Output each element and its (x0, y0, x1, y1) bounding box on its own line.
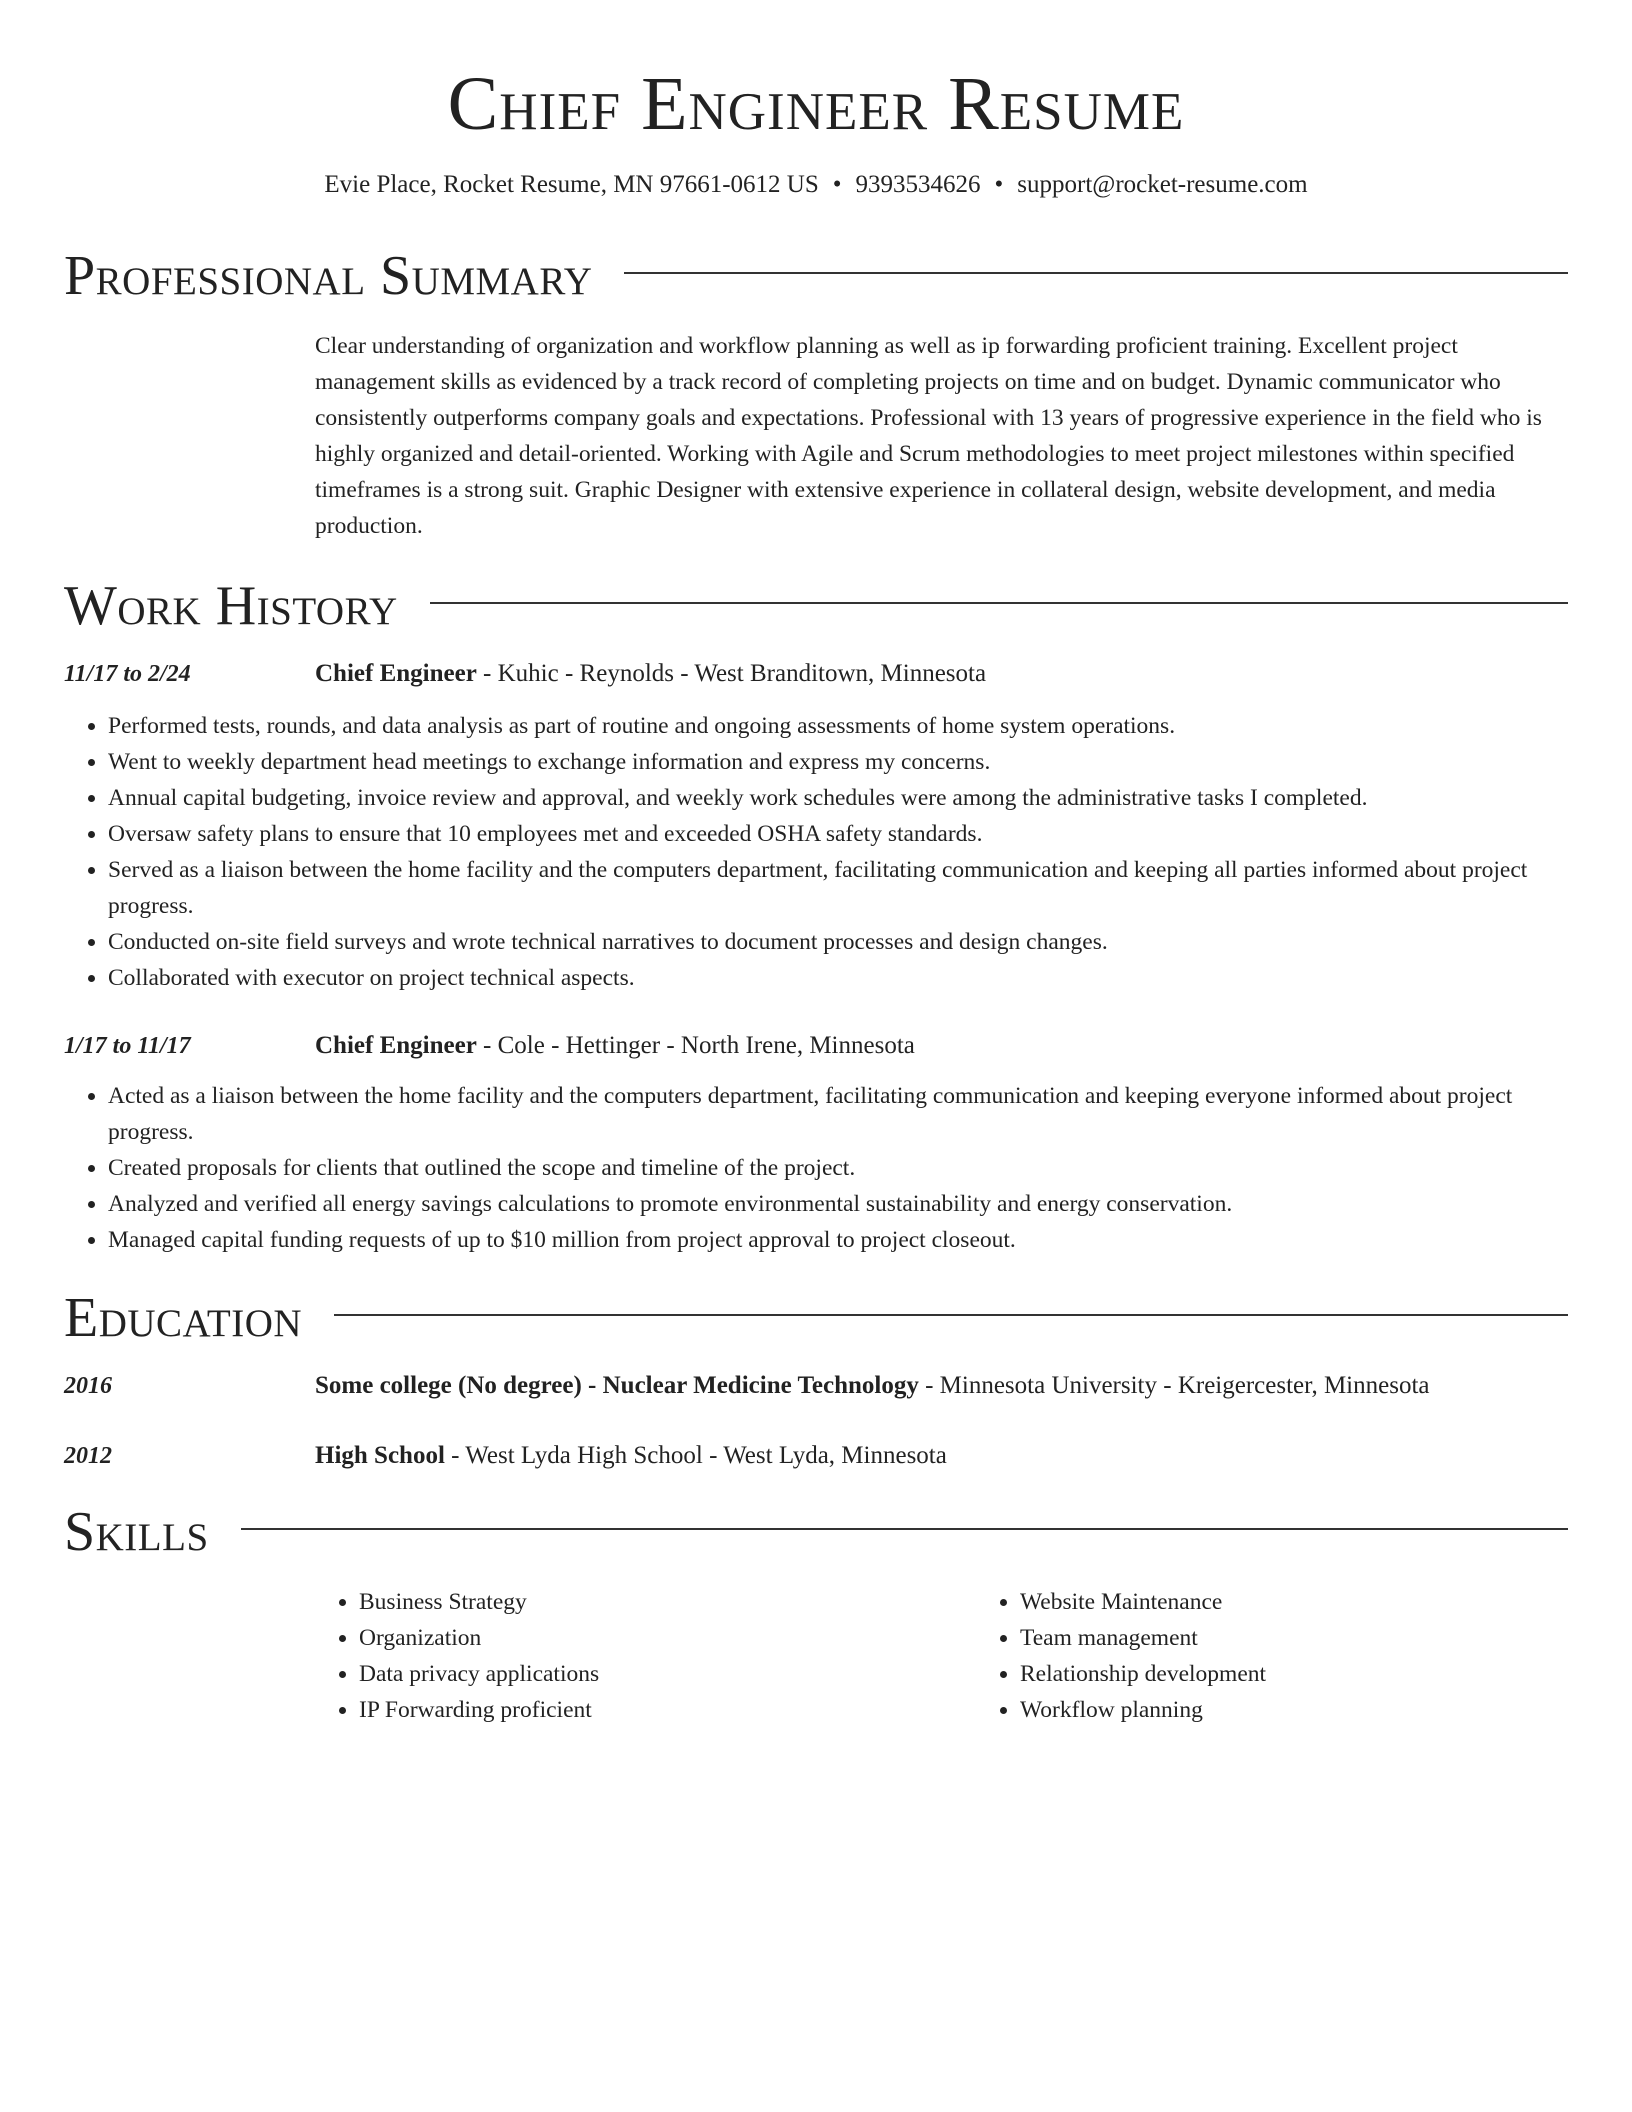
job-title-line (315, 656, 986, 692)
section-rule (430, 602, 1568, 604)
section-header-summary (64, 244, 1568, 308)
list-item: • Collaborated with executor on project technical aspects. (108, 960, 1568, 996)
list-item: • Went to weekly department head meetings to exchange information and express my concerns. (108, 744, 1568, 780)
section-title: Education (64, 1287, 303, 1349)
skills-column-left (315, 1584, 976, 1728)
education-details: - Minnesota University - Kreigercester, Minnesota (918, 1372, 1430, 1399)
list-item: • Business Strategy (359, 1584, 976, 1620)
education-details: - West Lyda High School - West Lyda, Minnesota (444, 1442, 947, 1469)
education-entry (64, 1368, 1568, 1404)
education-degree: Some college (No degree) - Nuclear Medicine Technology (315, 1372, 919, 1399)
summary-text: Clear understanding of organization and workflow planning as well as ip forwarding proficient training. Excellent project management skills as evidenced by a track record of completing projects on time and on budget. Dynamic communicator who consistently outperforms company goals and expectations. Professional with 13 years of progressive experience in the field who is highly organized and detail-oriented. Working with Agile and Scrum methodologies to meet project milestones within specified timeframes is a strong suit. Graphic Designer with extensive experience in collateral design, website development, and media production. (315, 333, 1542, 539)
contact-separator: • (994, 171, 1004, 198)
section-header-education (64, 1286, 1568, 1350)
job-entry (64, 1028, 1568, 1258)
job-dates: 11/17 to 2/24 (64, 661, 191, 687)
skills-list (315, 1584, 1568, 1728)
list-item: • Served as a liaison between the home facility and the computers department, facilitating communication and keeping all parties informed about project progress. (108, 852, 1568, 924)
job-entry (64, 656, 1568, 996)
resume-title: Chief Engineer Resume (447, 62, 1185, 146)
list-item: • Workflow planning (1020, 1692, 1632, 1728)
list-item: • Performed tests, rounds, and data analysis as part of routine and ongoing assessments of home system operations. (108, 708, 1568, 744)
job-header (64, 1028, 1568, 1064)
education-entry (64, 1438, 1568, 1474)
list-item: • Annual capital budgeting, invoice review and approval, and weekly work schedules were among the administrative tasks I completed. (108, 780, 1568, 816)
section-rule (624, 272, 1568, 274)
list-item: • Team management (1020, 1620, 1632, 1656)
job-bullets (64, 1078, 1568, 1258)
section-header-work (64, 574, 1568, 638)
list-item: • Website Maintenance (1020, 1584, 1632, 1620)
job-bullets (64, 708, 1568, 996)
list-item: • Conducted on-site field surveys and wrote technical narratives to document processes and design changes. (108, 924, 1568, 960)
education-year: 2016 (64, 1373, 112, 1399)
list-item: • Managed capital funding requests of up to $10 million from project approval to project closeout. (108, 1222, 1568, 1258)
contact-email: support@rocket-resume.com (1017, 171, 1308, 198)
list-item: • Created proposals for clients that outlined the scope and timeline of the project. (108, 1150, 1568, 1186)
section-rule (334, 1314, 1568, 1316)
section-rule (241, 1528, 1568, 1530)
job-dates: 1/17 to 11/17 (64, 1033, 191, 1059)
contact-line (64, 168, 1568, 202)
education-line (315, 1368, 1430, 1404)
contact-separator: • (832, 171, 842, 198)
education-degree: High School (315, 1442, 445, 1469)
section-header-skills (64, 1500, 1568, 1564)
list-item: • Data privacy applications (359, 1656, 976, 1692)
list-item: • Acted as a liaison between the home facility and the computers department, facilitating communication and keeping everyone informed about project progress. (108, 1078, 1568, 1150)
job-title-line (315, 1028, 915, 1064)
section-title: Skills (64, 1501, 209, 1563)
job-details: - Kuhic - Reynolds - West Branditown, Minnesota (476, 660, 987, 687)
contact-address: Evie Place, Rocket Resume, MN 97661-0612 US (324, 171, 819, 198)
education-year: 2012 (64, 1443, 112, 1469)
list-item: • Analyzed and verified all energy savings calculations to promote environmental sustainability and energy conservation. (108, 1186, 1568, 1222)
job-title: Chief Engineer (315, 1032, 477, 1059)
section-title: Professional Summary (64, 245, 593, 307)
job-header (64, 656, 1568, 692)
job-title: Chief Engineer (315, 660, 477, 687)
job-details: - Cole - Hettinger - North Irene, Minnesota (476, 1032, 915, 1059)
list-item: • Relationship development (1020, 1656, 1632, 1692)
list-item: • Oversaw safety plans to ensure that 10 employees met and exceeded OSHA safety standards. (108, 816, 1568, 852)
list-item: • Organization (359, 1620, 976, 1656)
section-title: Work History (64, 575, 398, 637)
contact-phone: 9393534626 (855, 171, 981, 198)
education-line (315, 1438, 947, 1474)
list-item: • IP Forwarding proficient (359, 1692, 976, 1728)
skills-column-right (976, 1584, 1632, 1728)
resume-page (64, 0, 1568, 1728)
